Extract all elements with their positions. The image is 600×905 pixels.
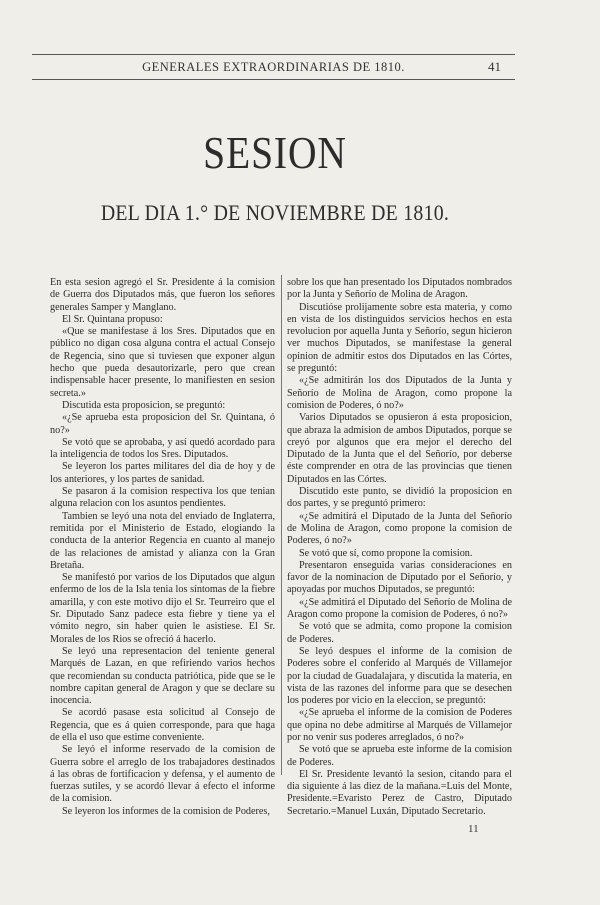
paragraph: Se votó que se admita, como propone la comision de Poderes. (287, 621, 512, 645)
paragraph: Tambien se leyó una nota del enviado de Inglaterra, remitida por el Ministerio de Estado, elogiando la conducta de la anterior Regencia en cuanto al manejo de las relaciones de amistad y alianza con la Gran Bretaña. (50, 510, 275, 571)
paragraph: Presentaron enseguida varias consideraciones en favor de la nominacion de Diputado por el Señorío, y apoyadas por muchos Diputados, se preguntó: (287, 559, 512, 596)
paragraph: «Que se manifestase á los Sres. Diputados que en público no digan cosa alguna contra el actual Consejo de Regencia, sino que si tuviesen que exponer algun hecho que pueda desautorizarle, pero que crean indispensable hacer presente, lo manifiesten en sesion secreta.» (50, 326, 275, 399)
paragraph: «¿Se admitirá el Diputado del Señorío de Molina de Aragon como propone la comision de Poderes, ó no?» (287, 596, 512, 621)
column-divider (281, 275, 282, 775)
paragraph: Varios Diputados se opusieron á esta proposicion, que abraza la admision de ambos Diputados, porque se creyó por algunos que era mejor el derecho del Diputado de la Junta que el del Señorío, por deberse éste comprender en otra de las provincias que tienen Diputados en las Córtes. (287, 412, 512, 485)
paragraph: «¿Se aprueba esta proposicion del Sr. Quintana, ó no?» (50, 412, 275, 436)
printer-signature-mark: 11 (468, 823, 479, 835)
paragraph: Se leyeron los informes de la comision de Poderes, (62, 805, 270, 817)
paragraph: Se manifestó por varios de los Diputados que algun enfermo de los de la Isla tenia los síntomas de la fiebre amarilla, y con este motivo dijo el Sr. Teurreiro que el Sr. Diputado Sanz padece esta fiebre y tiene ya el vómito negro, sin haber quien le asistiese. El Sr. Morales de los Rios se ofreció á hacerlo. (50, 572, 275, 645)
paragraph: sobre los que han presentado los Diputados nombrados por la Junta y Señorío de Molina de Aragon. (287, 277, 512, 301)
session-date-title: DEL DIA 1.° DE NOVIEMBRE DE 1810. (100, 200, 450, 225)
header-rule-top (32, 54, 515, 55)
paragraph: En esta sesion agregó el Sr. Presidente á la comision de Guerra dos Diputados más, que fueron los señores generales Samper y Manglano. (50, 277, 275, 313)
paragraph: El Sr. Presidente levantó la sesion, citando para el dia siguiente á las diez de la mañana.=Luis del Monte, Presidente.=Evaristo Perez de Castro, Diputado Secretario.=Manuel Luxán, Diputado Secretario. (287, 768, 512, 817)
paragraph: Se leyó despues el informe de la comision de Poderes sobre el conferido al Marqués de Villamejor por la ciudad de Guadalajara, y discutida la materia, en vista de las razones del informe para que se desechen los poderes por vicio en la eleccion, se preguntó: (287, 645, 512, 707)
paragraph: Se leyeron los partes militares del dia de hoy y de los anteriores, y los partes de sanidad. (50, 461, 275, 485)
right-column (287, 277, 512, 818)
paragraph: Discutióse prolijamente sobre esta materia, y como en vista de los distinguidos servicios hechos en esta revolucion por aquella Junta y Señorío, segun hicieron ver muchos Diputados, se manifestase la general opinion de admitir estos dos Diputados en las Córtes, se preguntó: (287, 301, 512, 375)
paragraph: «¿Se admitirán los dos Diputados de la Junta y Señorío de Molina de Aragon, como propone la comision de Poderes, ó no?» (287, 375, 512, 411)
paragraph: «¿Se admitirá el Diputado de la Junta del Señorío de Molina de Aragon, como propone la comision de Poderes, ó no?» (287, 510, 512, 547)
paragraph: Se votó que se aprobaba, y así quedó acordado para la inteligencia de todos los Sres. Diputados. (50, 436, 275, 461)
paragraph: Se votó que sí, como propone la comision. (299, 547, 473, 559)
paragraph: Se acordó pasase esta solicitud al Consejo de Regencia, que es á quien corresponde, para que haga de ella el uso que estime conveniente. (50, 707, 275, 743)
running-title: GENERALES EXTRAORDINARIAS DE 1810. (142, 60, 405, 74)
paragraph: Se votó que se aprueba este informe de la comision de Poderes. (287, 744, 512, 768)
paragraph: «¿Se aprueba el informe de la comision de Poderes que opina no debe admitirse al Marqués de Villamejor por no venir sus poderes arreglados, ó no?» (287, 707, 512, 743)
header-rule-bottom (32, 79, 515, 80)
paragraph: Se leyó el informe reservado de la comision de Guerra sobre el arreglo de los trabajadores destinados á las obras de fortificacion y defensa, y el aumento de fuerzas sutiles, y se acordó llevar á efecto el informe de la comision. (50, 744, 275, 805)
left-column (50, 277, 275, 818)
paragraph: Discutido este punto, se dividió la proposicion en dos partes, y se preguntó primero: (287, 486, 512, 510)
session-title: SESION (203, 127, 347, 178)
paragraph: Se leyó una representacion del teniente general Marqués de Lazan, en que refiriendo varios hechos que recomiendan su conducta patriótica, pide que se le nombre capitan general de Aragon y que se declare su inocencia. (50, 645, 275, 707)
paragraph: El Sr. Quintana propuso: (62, 313, 163, 325)
paragraph: Discutida esta proposicion, se preguntó: (62, 399, 226, 411)
page-number: 41 (488, 59, 501, 74)
paragraph: Se pasaron á la comision respectiva los que tenian alguna relacion con los asuntos pendientes. (50, 486, 275, 510)
